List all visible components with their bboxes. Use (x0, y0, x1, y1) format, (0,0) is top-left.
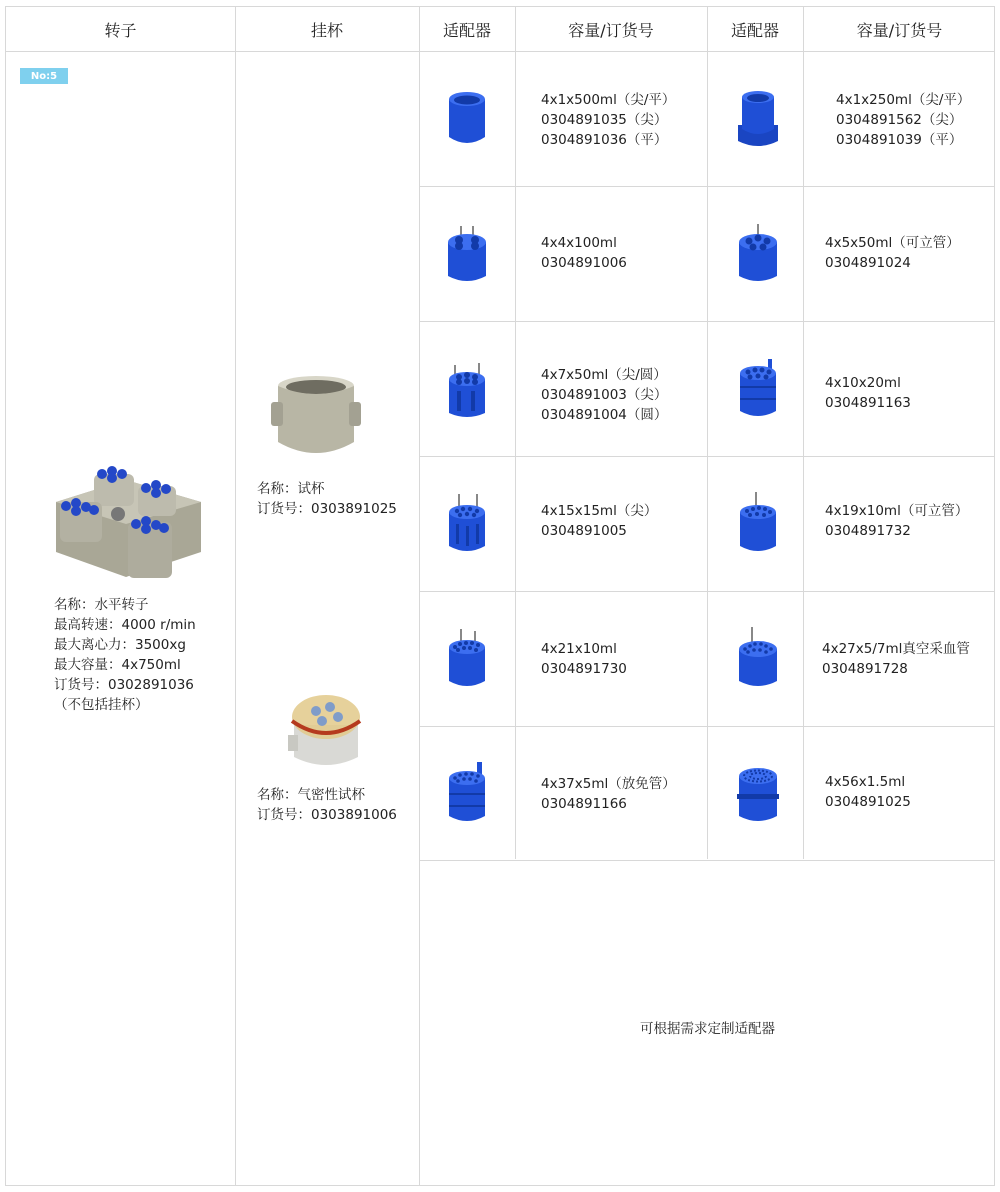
header-capacity: 容量/订货号 (568, 20, 654, 40)
capacity-label: 4x19x10ml（可立管） (825, 503, 969, 519)
divider (419, 456, 994, 457)
order-number: 0304891006 (541, 255, 627, 271)
order-number: 0304891025 (825, 794, 911, 810)
divider (6, 51, 994, 52)
rotor-name: 名称：水平转子 (54, 597, 149, 613)
bucket-name: 名称：试杯 (257, 481, 325, 497)
adapter-4x100ml-icon (437, 220, 497, 290)
divider (515, 7, 516, 859)
adapter-27x5ml-icon (728, 625, 788, 695)
order-number: 0304891036（平） (541, 132, 668, 148)
horizontal-rotor-image (46, 462, 211, 587)
order-number: 0304891728 (822, 661, 908, 677)
custom-adapter-note: 可根据需求定制适配器 (640, 1021, 775, 1037)
capacity-label: 4x1x250ml（尖/平） (836, 92, 971, 108)
product-table (5, 6, 995, 1186)
capacity-label: 4x10x20ml (825, 375, 901, 391)
header-rotor: 转子 (104, 20, 137, 40)
capacity-label: 4x56x1.5ml (825, 774, 906, 790)
order-number: 0304891005 (541, 523, 627, 539)
sealed-bucket-name: 名称：气密性试杯 (257, 787, 365, 803)
order-number: 0304891024 (825, 255, 911, 271)
rotor-speed: 最高转速：4000 r/min (54, 617, 196, 633)
header-adapter: 适配器 (442, 20, 491, 40)
order-number: 0304891004（圆） (541, 407, 668, 423)
order-number: 0304891035（尖） (541, 112, 668, 128)
capacity-label: 4x7x50ml（尖/圆） (541, 367, 667, 383)
adapter-15x15ml-icon (437, 490, 497, 560)
header-capacity: 容量/订货号 (856, 20, 943, 40)
bucket-image (271, 372, 361, 467)
capacity-label: 4x37x5ml（放免管） (541, 776, 676, 792)
order-number: 0304891039（平） (836, 132, 963, 148)
capacity-label: 4x15x15ml（尖） (541, 503, 658, 519)
order-number: 0304891732 (825, 523, 911, 539)
order-number: 0304891166 (541, 796, 627, 812)
header-adapter: 适配器 (730, 20, 779, 40)
adapter-19x10ml-icon (728, 490, 788, 560)
bucket-order-number: 订货号：0303891025 (257, 501, 397, 517)
sealed-bucket-order-number: 订货号：0303891006 (257, 807, 397, 823)
divider (419, 591, 994, 592)
capacity-label: 4x27x5/7ml真空采血管 (822, 641, 970, 657)
capacity-label: 4x21x10ml (541, 641, 617, 657)
adapter-500ml-icon (437, 85, 497, 155)
order-number: 0304891562（尖） (836, 112, 963, 128)
rotor-order-number: 订货号：0302891036 (54, 677, 194, 693)
adapter-250ml-icon (728, 85, 788, 155)
rotor-capacity: 最大容量：4x750ml (54, 657, 181, 673)
capacity-label: 4x1x500ml（尖/平） (541, 92, 676, 108)
adapter-7x50ml-icon (437, 355, 497, 425)
divider (419, 726, 994, 727)
divider (707, 7, 708, 859)
order-number: 0304891163 (825, 395, 911, 411)
adapter-10x20ml-icon (728, 355, 788, 425)
sealed-bucket-image (286, 685, 366, 775)
rotor-force: 最大离心力：3500xg (54, 637, 186, 653)
adapter-56x1.5ml-icon (728, 760, 788, 830)
divider (419, 186, 994, 187)
order-number: 0304891730 (541, 661, 627, 677)
adapter-21x10ml-icon (437, 625, 497, 695)
capacity-label: 4x5x50ml（可立管） (825, 235, 960, 251)
rotor-note: （不包括挂杯） (54, 697, 149, 713)
divider (419, 321, 994, 322)
adapter-5x50ml-icon (728, 220, 788, 290)
capacity-label: 4x4x100ml (541, 235, 617, 251)
header-bucket: 挂杯 (310, 20, 343, 40)
order-number: 0304891003（尖） (541, 387, 668, 403)
divider (235, 7, 236, 1185)
model-badge: No:5 (20, 68, 68, 84)
divider (419, 860, 994, 861)
divider (803, 7, 804, 859)
adapter-37x5ml-icon (437, 760, 497, 830)
divider (419, 7, 420, 1185)
